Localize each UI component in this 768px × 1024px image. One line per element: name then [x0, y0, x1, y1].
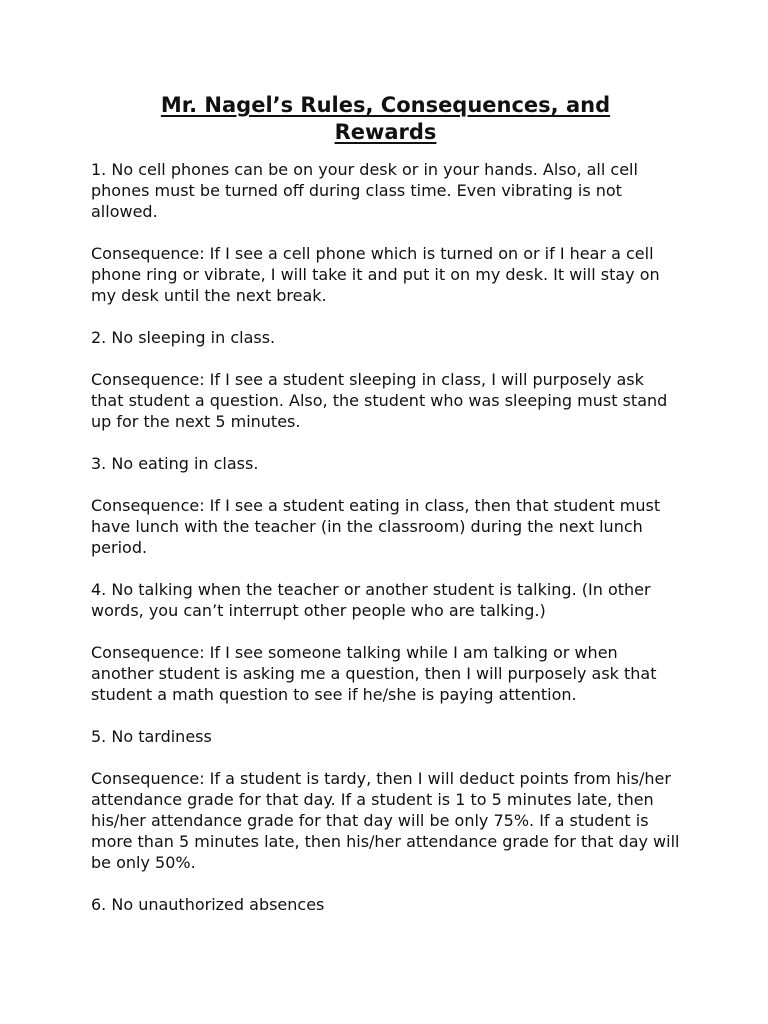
rule-4-paragraph: 4. No talking when the teacher or another student is talking. (In other words, you can’t interrupt other people who are talking.)	[91, 580, 651, 620]
rule-1-consequence: Consequence: If I see a cell phone which is turned on or if I hear a cell phone ring or vibrate, I will take it and put it on my desk. It will stay on my desk until the next break.	[91, 244, 660, 305]
rule-4-consequence: Consequence: If I see someone talking while I am talking or when another student is asking me a question, then I will purposely ask that student a math question to see if he/she is paying attention.	[91, 643, 657, 704]
document-title: Mr. Nagel’s Rules, Consequences, and Rewards	[160, 93, 611, 144]
rule-3-consequence: Consequence: If I see a student eating in class, then that student must have lunch with the teacher (in the classroom) during the next lunch period.	[91, 496, 661, 557]
rule-2-paragraph: 2. No sleeping in class.	[91, 328, 276, 347]
document-body	[91, 159, 680, 915]
rule-5-consequence: Consequence: If a student is tardy, then I will deduct points from his/her attendance grade for that day. If a student is 1 to 5 minutes late, then his/her attendance grade for that day will be only 75%. If a student is more than 5 minutes late, then his/her attendance grade for that day will be only 50%.	[91, 769, 680, 872]
rule-1-paragraph: 1. No cell phones can be on your desk or in your hands. Also, all cell phones must be turned off during class time. Even vibrating is not allowed.	[91, 160, 638, 221]
rule-3-paragraph: 3. No eating in class.	[91, 454, 259, 473]
rule-2-consequence: Consequence: If I see a student sleeping in class, I will purposely ask that student a question. Also, the student who was sleeping must stand up for the next 5 minutes.	[91, 370, 668, 431]
rule-5-paragraph: 5. No tardiness	[91, 727, 212, 746]
rule-6-paragraph: 6. No unauthorized absences	[91, 895, 325, 914]
